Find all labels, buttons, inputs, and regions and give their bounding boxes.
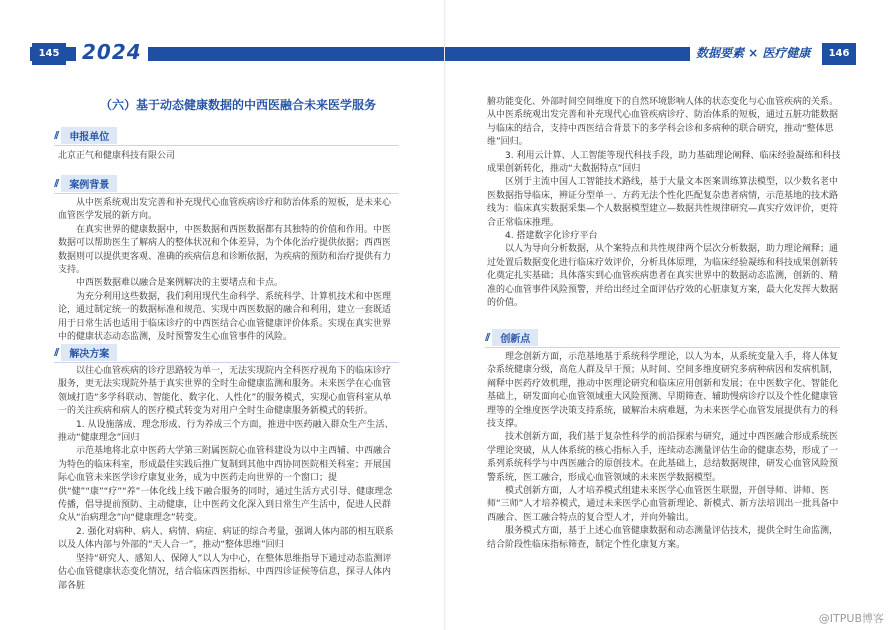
section-divider — [54, 362, 399, 363]
paragraph: 2. 强化对病种、病人、病情、病症、病证的综合考量，强调人体内部的相互联系以及人体内部与外部的“天人合一”，推动“整体思维”回归 — [58, 526, 394, 551]
year-logo: 2024 — [76, 40, 148, 64]
paragraph: 从中医系统观出发完善和补充现代心血管疾病诊疗和防治体系的短板，是未来心血管医学发展的新方向。 — [58, 198, 392, 222]
header-right-title: 数据要素 × 医疗健康 — [690, 44, 816, 61]
paragraph: 3. 利用云计算、人工智能等现代科技手段，助力基础理论阐释、临床经验凝练和科技成果创新转化，推动“大数据特点”回归 — [487, 150, 841, 175]
paragraph: 以往心血管疾病的诊疗思路较为单一，无法实现院内全科医疗视角下的临床诊疗服务，更无法实现院外基于真实世界的全时生命健康监测和服务。未来医学在心血管领域打造“多学科联动、智能化、数字化、人性化”的服务模式，实现心血管科室从单一的关注疾病和病人的医疗模式转变为对用户全时生命健康服务新模式的转折。 — [58, 366, 392, 417]
paragraph: 模式创新方面，人才培养模式组建未来医学心血管医生联盟，开创导师、讲师、医师“三师”人才培养模式，通过未来医学心血管新理论、新模式、新方法培训出一批具备中西融合、医工融合特点的复合型人才，并向外输出。 — [487, 486, 839, 523]
applicant-text — [58, 150, 398, 163]
paragraph: 以人为导向分析数据，从个案特点和共性规律两个层次分析数据，助力理论阐释；通过处置后数据变化进行临床疗效评价，分析具体原理，为临床经验凝练和科技成果创新转化奠定扎实基础；具体落实到心血管疾病患者在真实世界中的数据动态监测，创新的、精准的心血管事件风险预警，并给出经过全面评估疗效的心脏康复方案，最大化发挥大数据的价值。 — [487, 244, 839, 309]
section-innovation-heading — [485, 330, 538, 344]
slash-icon: // — [54, 129, 58, 141]
watermark: @ITPUB博客 — [818, 612, 884, 625]
article-title: （六）基于动态健康数据的中西医融合未来医学服务 — [100, 98, 377, 112]
right-top-body — [487, 96, 842, 311]
slash-icon: // — [54, 346, 58, 358]
paragraph: 为充分利用这些数据，我们利用现代生命科学、系统科学、计算机技术和中医理论，通过制定统一的数据标准和规范、实现中西医数据的融合和利用，建立一套既适用于日常生活也适用于临床诊疗的中西医结合心血管健康评价体系。实现在真实世界中的健康状态动态监测，及时预警发生心血管事件的风险。 — [58, 291, 392, 343]
paragraph: 1. 从设施落成、理念形成、行为养成三个方面，推进中医药融入群众生产生活、推动“健康理念”回归 — [58, 419, 394, 444]
section-solution-heading — [54, 345, 117, 359]
paragraph: 区别于主流中国人工智能技术路线，基于大量文本医案训练算法模型，以少数名老中医数据指导临床，辨证分型单一、方药无法个性化匹配复杂患者病情，示范基地的技术路线为：临床真实数据采集—个人数据模型建立—数据共性规律研究—真实疗效评价，更符合正常临床推理。 — [487, 177, 839, 228]
solution-body — [58, 365, 398, 593]
left-page-number: 145 — [32, 43, 66, 65]
paragraph: 4. 搭建数字化诊疗平台 — [505, 231, 598, 242]
section-label: 申报单位 — [61, 127, 117, 144]
paragraph: 中西医数据难以融合是案例解决的主要堵点和卡点。 — [76, 278, 284, 289]
section-applicant-heading — [54, 128, 117, 142]
right-page — [445, 0, 890, 630]
paragraph: 在真实世界的健康数据中，中医数据和西医数据都有其独特的价值和作用。中医数据可以帮助医生了解病人的整体状况和个体差异，为个体化治疗提供依据；西西医数据则可以提供更客观、准确的疾病信息和诊断依据，为疾病的预防和治疗提供有力支持。 — [58, 224, 392, 276]
paragraph: 坚持“研究人、感知人、保障人”以人为中心，在整体思维指导下通过动态监测评估心血管健康状态变化情况，结合临床西医指标、中西四诊证候等信息，探寻人体内部各脏 — [58, 553, 392, 591]
section-divider — [54, 193, 399, 194]
slash-icon: // — [485, 331, 489, 343]
section-label: 解决方案 — [61, 344, 117, 361]
background-body — [58, 197, 398, 344]
section-divider — [54, 145, 399, 146]
applicant-name: 北京正气和健康科技有限公司 — [58, 151, 176, 161]
innovation-body — [487, 351, 842, 552]
slash-icon: // — [54, 177, 58, 189]
paragraph: 理念创新方面，示范基地基于系统科学理论，以人为本，从系统变量入手，将人体复杂系统健康分级，高危人群及早干预；从时间、空间多维度研究多病种病因和发病机制，阐释中医药疗效机理，推动中医理论研究和临床应用创新和发展；在中医数字化、智能化基础上，研发面向心血管领域重大风险预测、早期筛查、辅助慢病诊疗以及个性化健康管理等的全维度医学决策支持系统，破解治未病难题，为未来医学心血管发展提供有力的科技支撑。 — [487, 352, 839, 430]
section-background-heading — [54, 176, 117, 190]
paragraph: 技术创新方面，我们基于复杂性科学的前沿探索与研究，通过中西医融合形成系统医学理论突破，从人体系统的核心指标入手，连续动态测量评估生命的健康态势，形成了一系列系统科学与中西医融合的原创技术。在此基础上，总结数据规律，研发心血管风险预警系统，医工融合，形成心血管领域的未来医学数据模型。 — [487, 432, 839, 483]
section-divider — [485, 347, 840, 348]
paragraph: 腑功能变化、外部时间空间维度下的自然环境影响人体的状态变化与心血管疾病的关系。从中医系统观出发完善和补充现代心血管疾病诊疗、防治体系的短板，通过五脏功能数据与临床的结合，支持中西医结合背景下的多学科会诊和多病种的联合研究，推动“整体思维”回归。 — [487, 97, 839, 148]
paragraph: 示范基地将北京中医药大学第三附属医院心血管科建设为以中主西辅、中西融合为特色的临床科室，形成最佳实践后推广复制到其他中西协同医院相关科室；开展国际心血管未来医学诊疗康复业务，成为中医药走向世界的一个窗口；提供“健”“康”“疗”“养”一体化线上线下融合服务的同时，通过生活方式引导、健康理念传播，倡导提前预防、主动健康，让中医药文化深入到日常生产生活中，促进人民群众从“治病理念”向“健康理念”转变。 — [58, 446, 393, 524]
section-label: 创新点 — [492, 329, 538, 346]
paragraph: 服务模式方面，基于上述心血管健康数据和动态测量评估技术，提供全时生命监测，结合阶段性临床指标筛查，制定个性化康复方案。 — [487, 526, 839, 550]
section-label: 案例背景 — [61, 175, 117, 192]
right-page-number: 146 — [822, 43, 856, 65]
